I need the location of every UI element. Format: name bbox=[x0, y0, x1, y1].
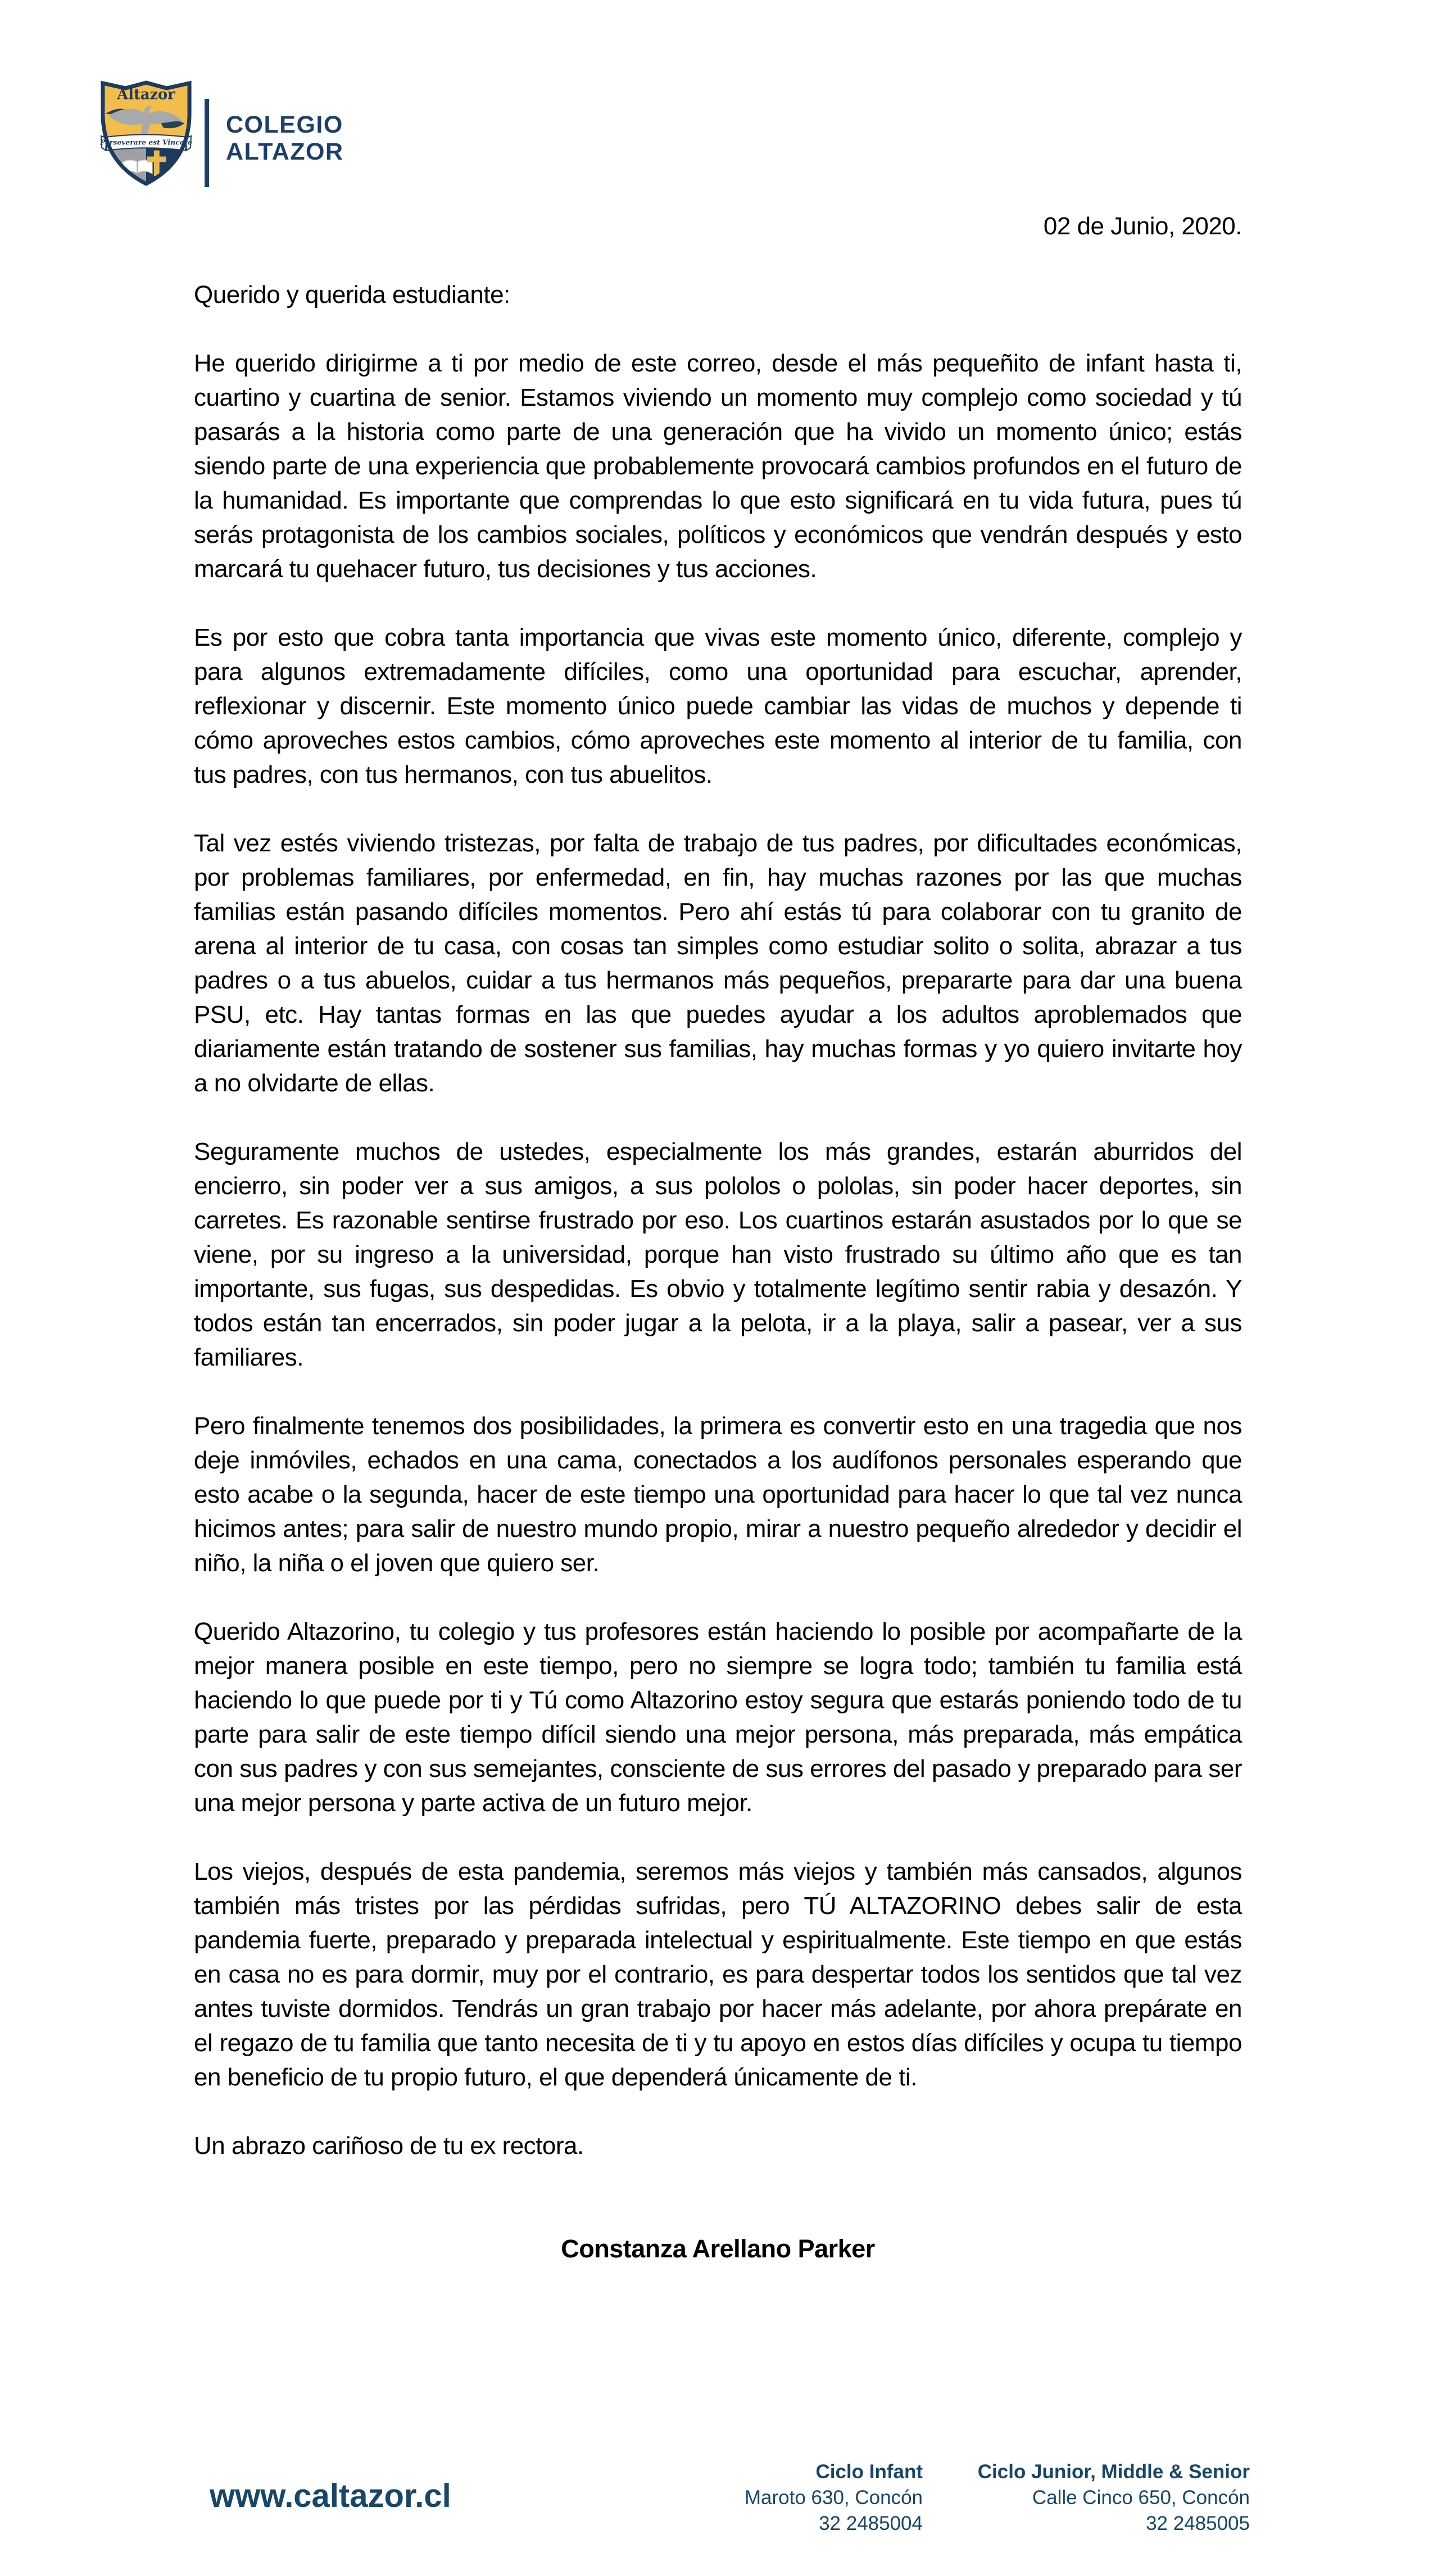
paragraph-5: Pero finalmente tenemos dos posibilidades, la primera es convertir esto en una tragedia que nos deje inmóviles, echados en una cama, conectados a los audífonos personales esperando que esto acabe o la segunda, hacer de este tiempo una oportunidad para hacer lo que tal vez nunca hicimos antes; para salir de nuestro mundo propio, mirar a nuestro pequeño alrededor y decidir el niño, la niña o el joven que quiero ser. bbox=[194, 1412, 1242, 1577]
paragraph-4: Seguramente muchos de ustedes, especialmente los más grandes, estarán aburridos del encierro, sin poder ver a sus amigos, a sus pololos o pololas, sin poder hacer deportes, sin carretes. Es razonable sentirse frustrado por eso. Los cuartinos estarán asustados por lo que se viene, por su ingreso a la universidad, porque han visto frustrado su último año que es tan importante, sus fugas, sus despedidas. Es obvio y totalmente legítimo sentir rabia y desazón. Y todos están tan encerrados, sin poder jugar a la pelota, ir a la playa, salir a pasear, ver a sus familiares. bbox=[194, 1138, 1242, 1371]
footer-contact-junior-middle-senior bbox=[978, 2459, 1250, 2537]
footer-cycle-title: Ciclo Infant bbox=[815, 2461, 923, 2483]
signature-name: Constanza Arellano Parker bbox=[561, 2234, 875, 2263]
letter-date: 02 de Junio, 2020. bbox=[1043, 212, 1242, 240]
shield-title-text: Altazor bbox=[117, 86, 175, 103]
letterhead-divider bbox=[205, 99, 209, 187]
paragraph-6: Querido Altazorino, tu colegio y tus profesores están haciendo lo posible por acompañarte de la mejor manera posible en este tiempo, pero no siempre se logra todo; también tu familia está haciendo lo que puede por ti y Tú como Altazorino estoy segura que estarás poniendo todo de tu parte para salir de este tiempo difícil siendo una mejor persona, más preparada, más empática con sus padres y con sus semejantes, consciente de sus errores del pasado y preparado para ser una mejor persona y parte activa de un futuro mejor. bbox=[194, 1618, 1242, 1817]
letter-body bbox=[194, 209, 1242, 2266]
website-url: www.caltazor.cl bbox=[210, 2478, 451, 2514]
wordmark-line2: ALTAZOR bbox=[226, 138, 344, 165]
closing-line: Un abrazo cariñoso de tu ex rectora. bbox=[194, 2132, 584, 2160]
school-wordmark bbox=[226, 111, 344, 165]
salutation: Querido y querida estudiante: bbox=[194, 281, 510, 309]
motto-ribbon bbox=[99, 134, 192, 150]
shield-motto-text: Perseverare est Vincere bbox=[100, 138, 192, 147]
footer-cycle-title: Ciclo Junior, Middle & Senior bbox=[977, 2461, 1250, 2483]
footer-cycle-address: Maroto 630, Concón bbox=[744, 2487, 923, 2509]
footer-cycle-phone: 32 2485005 bbox=[1146, 2512, 1250, 2534]
wordmark-line1: COLEGIO bbox=[226, 111, 343, 138]
page-footer bbox=[0, 2439, 1433, 2576]
footer-cycle-phone: 32 2485004 bbox=[819, 2512, 923, 2534]
paragraph-2: Es por esto que cobra tanta importancia que vivas este momento único, diferente, complejo y para algunos extremadamente difíciles, como una oportunidad para escuchar, aprender, reflexionar y discernir. Este momento único puede cambiar las vidas de muchos y depende ti cómo aproveches estos cambios, cómo aproveches este momento al interior de tu familia, con tus padres, con tus hermanos, con tus abuelitos. bbox=[194, 624, 1242, 788]
paragraph-7: Los viejos, después de esta pandemia, seremos más viejos y también más cansados, algunos también más tristes por las pérdidas sufridas, pero TÚ ALTAZORINO debes salir de esta pandemia fuerte, preparado y preparada intelectual y espiritualmente. Este tiempo en que estás en casa no es para dormir, muy por el contrario, es para despertar todos los sentidos que tal vez antes tuviste dormidos. Tendrás un gran trabajo por hacer más adelante, por ahora prepárate en el regazo de tu familia que tanto necesita de ti y tu apoyo en estos días difíciles y ocupa tu tiempo en beneficio de tu propio futuro, el que dependerá únicamente de ti. bbox=[194, 1858, 1242, 2091]
letterhead bbox=[99, 79, 344, 187]
school-crest-logo bbox=[99, 79, 193, 187]
paragraph-3: Tal vez estés viviendo tristezas, por falta de trabajo de tus padres, por dificultades económicas, por problemas familiares, por enfermedad, en fin, hay muchas razones por las que muchas familias están pasando difíciles momentos. Pero ahí estás tú para colaborar con tu granito de arena al interior de tu casa, con cosas tan simples como estudiar solito o solita, abrazar a tus padres o a tus abuelos, cuidar a tus hermanos más pequeños, prepararte para dar una buena PSU, etc. Hay tantas formas en las que puedes ayudar a los adultos aproblemados que diariamente están tratando de sostener sus familias, hay muchas formas y yo quiero invitarte hoy a no olvidarte de ellas. bbox=[194, 829, 1242, 1097]
footer-cycle-address: Calle Cinco 650, Concón bbox=[1032, 2487, 1250, 2509]
footer-contact-infant bbox=[745, 2459, 923, 2537]
paragraph-1: He querido dirigirme a ti por medio de este correo, desde el más pequeñito de infant hasta ti, cuartino y cuartina de senior. Estamos viviendo un momento muy complejo como sociedad y tú pasarás a la historia como parte de una generación que ha vivido un momento único; estás siendo parte de una experiencia que probablemente provocará cambios profundos en el futuro de la humanidad. Es importante que comprendas lo que esto significará en tu vida futura, pues tú serás protagonista de los cambios sociales, políticos y económicos que vendrán después y esto marcará tu quehacer futuro, tus decisiones y tus acciones. bbox=[194, 350, 1242, 583]
